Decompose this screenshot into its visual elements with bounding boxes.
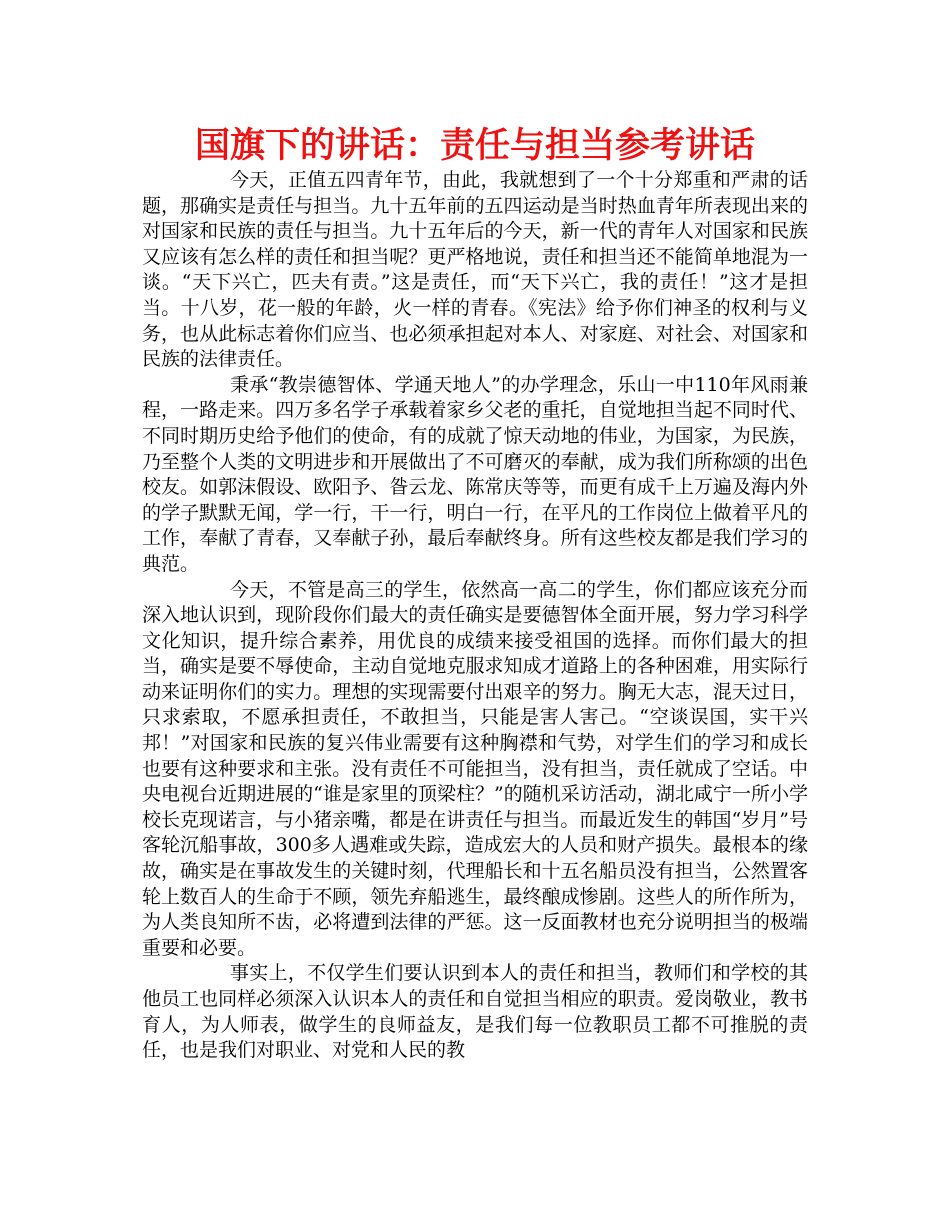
paragraph-3: 今天，不管是高三的学生，依然高一高二的学生，你们都应该充分而深入地认识到，现阶段你们最大的责任确实是要德智体全面开展，努力学习科学文化知识，提升综合素养，用优良的成绩来接受祖国的选择。而你们最大的担当，确实是要不辱使命，主动自觉地克服求知成才道路上的各种困难，用实际行动来证明你们的实力。理想的实现需要付出艰辛的努力。胸无大志，混天过日，只求索取，不愿承担责任，不敢担当，只能是害人害己。“空谈误国，实干兴邦！”对国家和民族的复兴伟业需要有这种胸襟和气势，对学生们的学习和成长也要有这种要求和主张。没有责任不可能担当，没有担当，责任就成了空话。中央电视台近期进展的“谁是家里的顶梁柱？”的随机采访活动，湖北咸宁一所小学校长克现诺言，与小猪亲嘴，都是在讲责任与担当。而最近发生的韩国“岁月”号客轮沉船事故，300多人遇难或失踪，造成宏大的人员和财产损失。最根本的缘故，确实是在事故发生的关键时刻，代理船长和十五名船员没有担当，公然置客轮上数百人的生命于不顾，领先弃船逃生，最终酿成惨剧。这些人的所作所为，为人类良知所不齿，必将遭到法律的严惩。这一反面教材也充分说明担当的极端重要和必要。 [142, 578, 808, 959]
document-body [142, 168, 808, 1064]
document-title: 国旗下的讲话：责任与担当参考讲话 [194, 126, 755, 166]
paragraph-4: 事实上，不仅学生们要认识到本人的责任和担当，教师们和学校的其他员工也同样必须深入认识本人的责任和自觉担当相应的职责。爱岗敬业，教书育人，为人师表，做学生的良师益友，是我们每一位教职员工都不可推脱的责任，也是我们对职业、对党和人民的教 [142, 962, 808, 1062]
paragraph-2: 秉承“教崇德智体、学通天地人”的办学理念，乐山一中110年风雨兼程，一路走来。四万多名学子承载着家乡父老的重托，自觉地担当起不同时代、不同时期历史给予他们的使命，有的成就了惊天动地的伟业，为国家，为民族，乃至整个人类的文明进步和开展做出了不可磨灭的奉献，成为我们所称颂的出色校友。如郭沫假设、欧阳予、昝云龙、陈常庆等等，而更有成千上万遍及海内外的学子默默无闻，学一行，干一行，明白一行，在平凡的工作岗位上做着平凡的工作，奉献了青春，又奉献子孙，最后奉献终身。所有这些校友都是我们学习的典范。 [142, 373, 808, 575]
paragraph-1: 今天，正值五四青年节，由此，我就想到了一个十分郑重和严肃的话题，那确实是责任与担当。九十五年前的五四运动是当时热血青年所表现出来的对国家和民族的责任与担当。九十五年后的今天，新一代的青年人对国家和民族又应该有怎么样的责任和担当呢？更严格地说，责任和担当还不能简单地混为一谈。“天下兴亡，匹夫有责。”这是责任，而“天下兴亡，我的责任！”这才是担当。十八岁，花一般的年龄，火一样的青春。《宪法》给予你们神圣的权利与义务，也从此标志着你们应当、也必须承担起对本人、对家庭、对社会、对国家和民族的法律责任。 [142, 169, 808, 371]
